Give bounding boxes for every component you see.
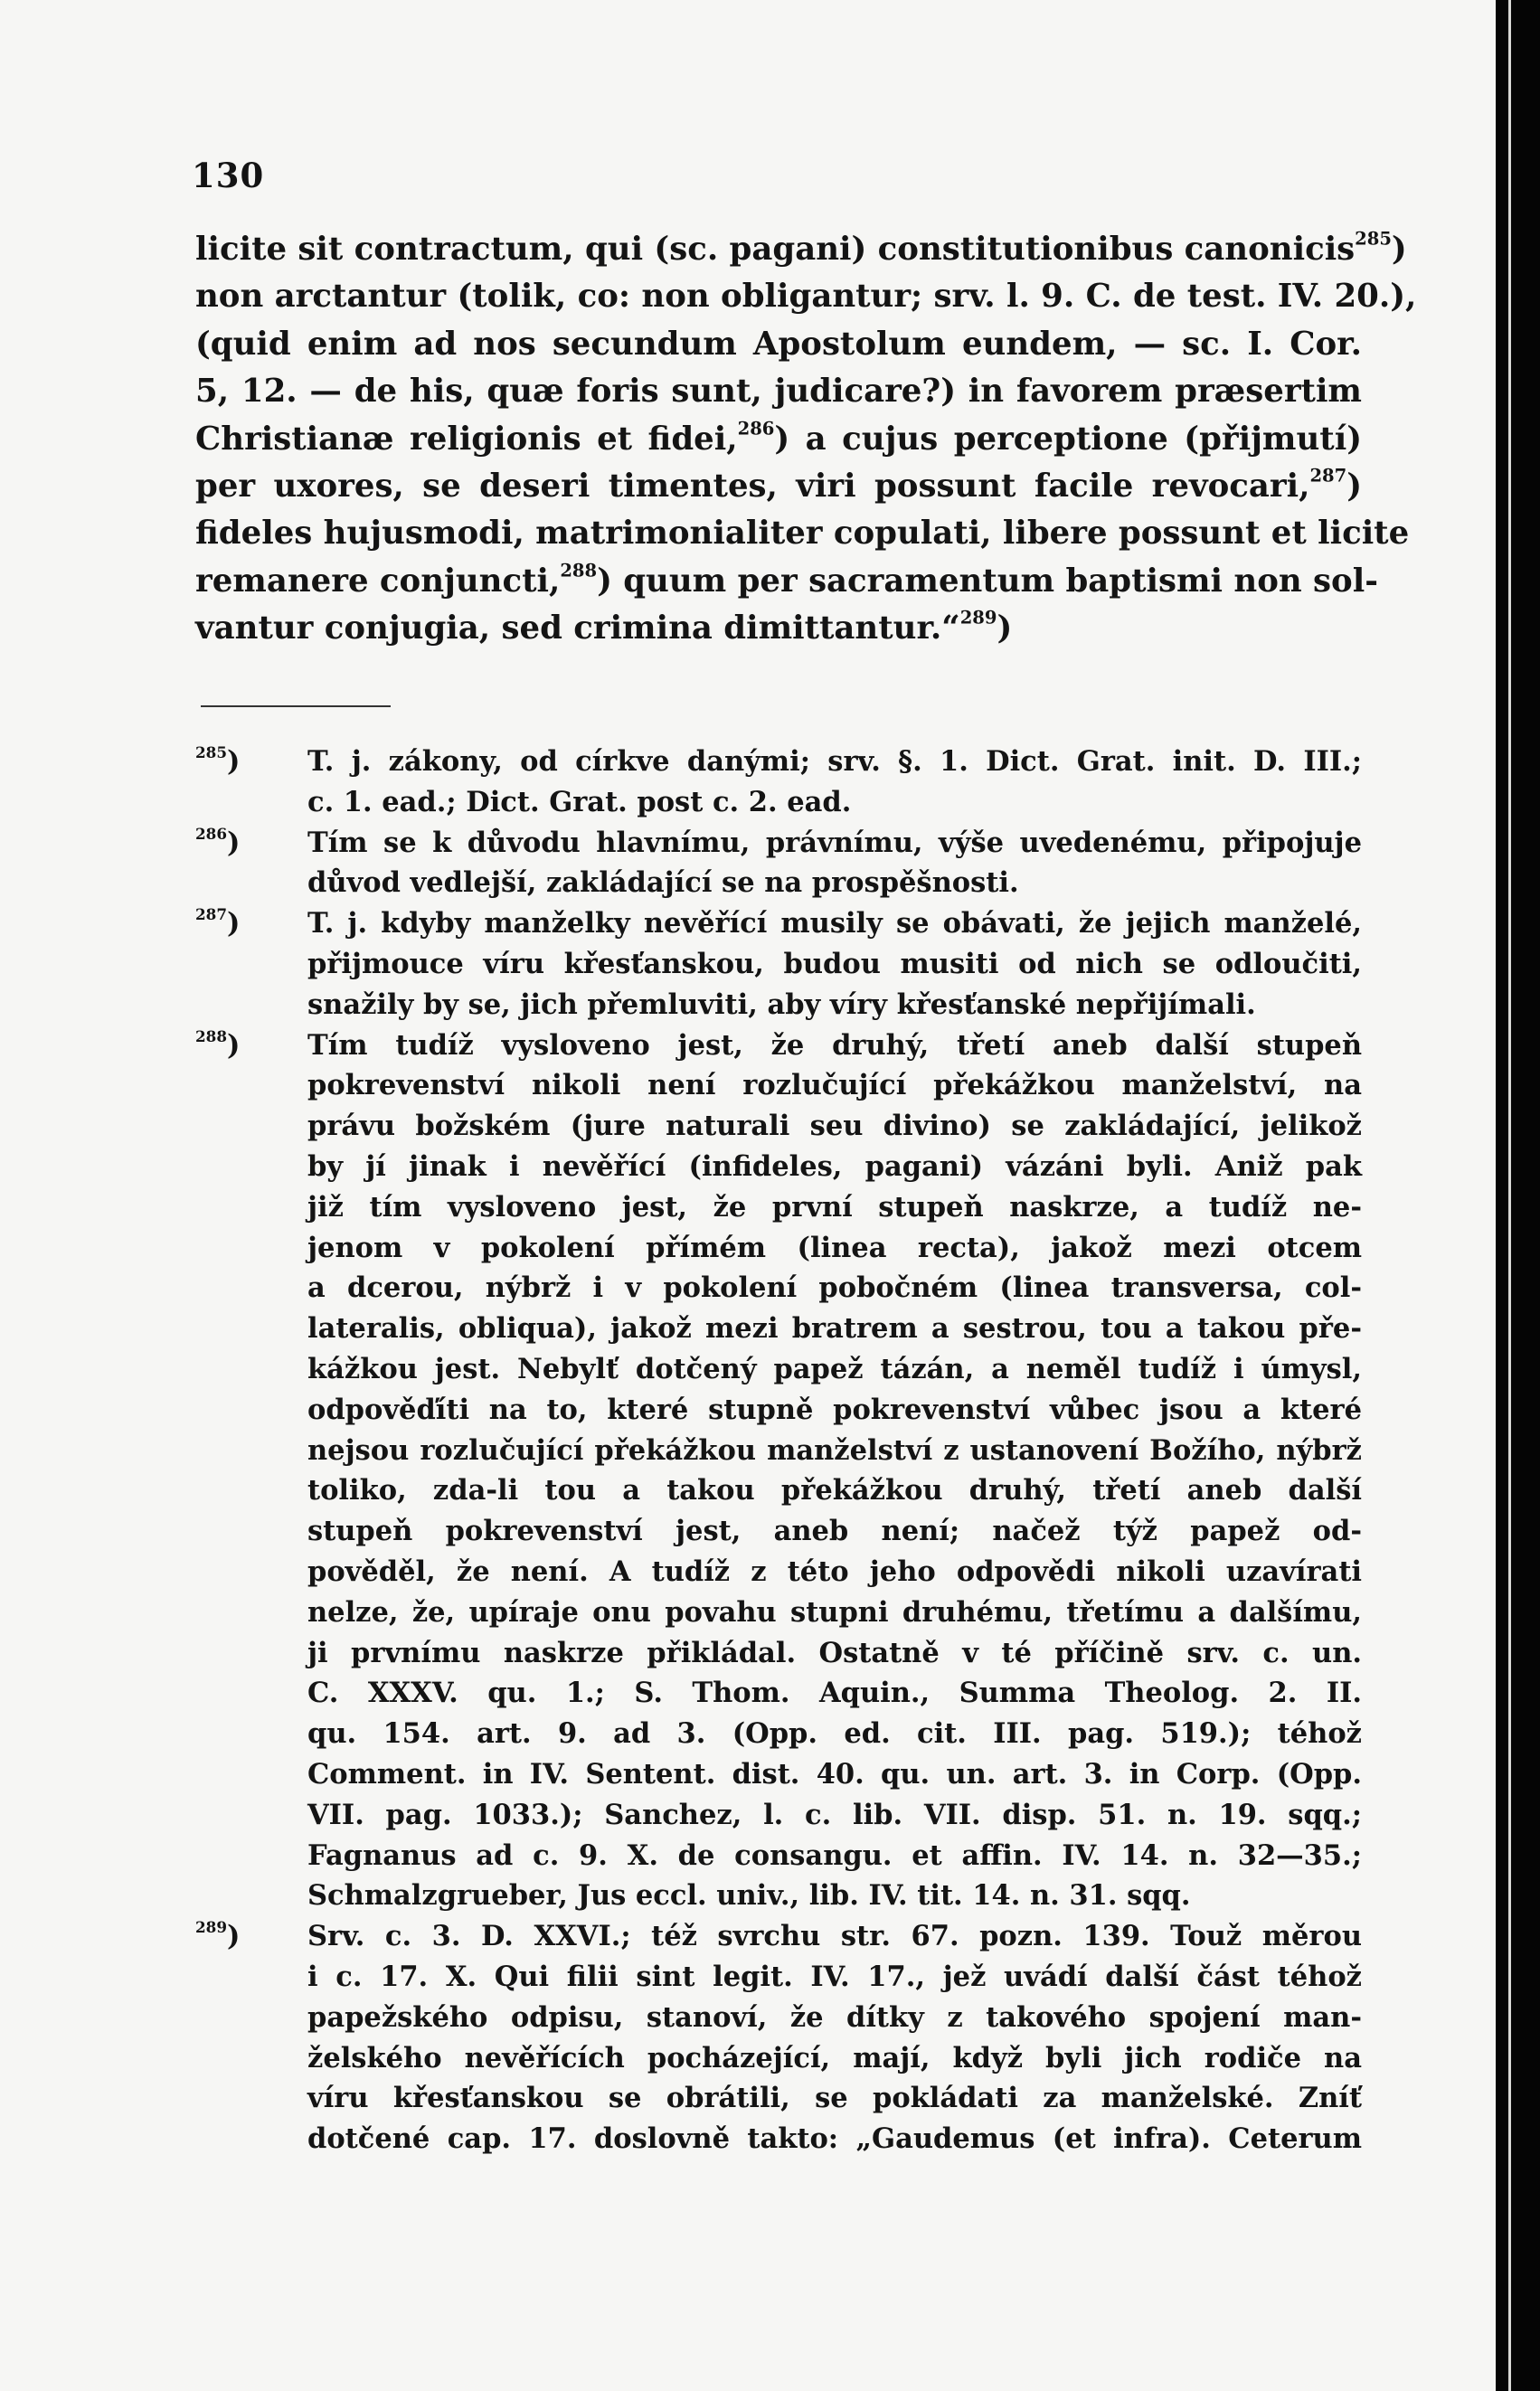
footnote-separator <box>201 705 391 707</box>
footnote <box>195 1025 1362 1917</box>
footnote-ref: 289 <box>959 607 997 628</box>
page-number: 130 <box>192 156 265 195</box>
footnote-line: dotčené cap. 17. doslovně takto: „Gaudemus (et infra). Ceterum <box>307 2122 1362 2156</box>
scan-border-line <box>1508 0 1511 2391</box>
footnote-line: i c. 17. X. Qui filii sint legit. IV. 17., jež uvádí další část téhož <box>307 1960 1362 1993</box>
footnote-line: jenom v pokolení přímém (linea recta), jakož mezi otcem <box>307 1231 1362 1264</box>
main-line: per uxores, se deseri timentes, viri possunt facile revocari,$^{287}$) <box>195 465 1362 505</box>
footnote-line: toliko, zda-li tou a takou překážkou druhý, třetí aneb další <box>307 1474 1362 1507</box>
footnote-line: T. j. kdyby manželky nevěřící musily se obávati, že jejich manželé, <box>307 907 1362 940</box>
footnote <box>195 903 1362 1025</box>
footnote-line: C. XXXV. qu. 1.; S. Thom. Aquin., Summa Theolog. 2. II. <box>307 1677 1362 1710</box>
footnote-line: Fagnanus ad c. 9. X. de consangu. et affin. IV. 14. n. 32—35.; <box>307 1838 1362 1872</box>
footnote-number: $^{288}$) <box>195 1026 241 1062</box>
footnote-line: Srv. c. 3. D. XXVI.; též svrchu str. 67. pozn. 139. Touž měrou <box>307 1920 1362 1953</box>
footnote-line: pověděl, že není. A tudíž z této jeho odpovědi nikoli uzavírati <box>307 1555 1362 1588</box>
footnote-line: Tím tudíž vysloveno jest, že druhý, třetí aneb další stupeň <box>307 1028 1362 1062</box>
footnote-line: přijmouce víru křesťanskou, budou musiti od nich se odloučiti, <box>307 947 1362 980</box>
main-line: 5, 12. — de his, quæ foris sunt, judicare?) in favorem præsertim <box>195 373 1362 411</box>
footnote-line: nelze, že, upíraje onu povahu stupni druhému, třetímu a dalšímu, <box>307 1595 1362 1629</box>
footnote-line: a dcerou, nýbrž i v pokolení pobočném (linea transversa, col- <box>307 1271 1362 1305</box>
main-line: fideles hujusmodi, matrimonialiter copulati, libere possunt et licite <box>195 515 1410 553</box>
footnote-ref: 288 <box>560 560 598 581</box>
footnote-line: VII. pag. 1033.); Sanchez, l. c. lib. VII. disp. 51. n. 19. sqq.; <box>307 1798 1362 1831</box>
footnote-line: lateralis, obliqua), jakož mezi bratrem a sestrou, tou a takou pře- <box>307 1312 1362 1346</box>
main-line: non arctantur (tolik, co: non obligantur; srv. l. 9. C. de test. IV. 20.), <box>195 278 1417 316</box>
main-line: (quid enim ad nos secundum Apostolum eundem, — sc. I. Cor. <box>195 325 1362 363</box>
footnote-line: snažily by se, jich přemluviti, aby víry křesťanské nepřijímali. <box>307 988 1256 1021</box>
footnote-line: Comment. in IV. Sentent. dist. 40. qu. un. art. 3. in Corp. (Opp. <box>307 1757 1362 1791</box>
footnotes-block <box>195 742 1362 2159</box>
footnote-line: již tím vysloveno jest, že první stupeň naskrze, a tudíž ne- <box>307 1190 1362 1224</box>
footnote <box>195 742 1362 823</box>
footnote-line: právu božském (jure naturali seu divino) se zakládající, jelikož <box>307 1110 1362 1143</box>
footnote-number: $^{285}$) <box>195 742 241 778</box>
footnote-line: ji prvnímu naskrze přikládal. Ostatně v té příčině srv. c. un. <box>307 1636 1362 1669</box>
main-line: licite sit contractum, qui (sc. pagani) constitutionibus canonicis$^{285}$) <box>195 228 1407 268</box>
main-line: remanere conjuncti,$^{288}$) quum per sacramentum baptismi non sol- <box>195 560 1378 600</box>
footnote-line: stupeň pokrevenství jest, aneb není; načež týž papež od- <box>307 1515 1362 1548</box>
footnote-line: T. j. zákony, od církve danými; srv. §. 1. Dict. Grat. init. D. III.; <box>307 745 1362 778</box>
footnote-line: důvod vedlejší, zakládající se na prospěšnosti. <box>307 866 1019 900</box>
footnote-number: $^{289}$) <box>195 1917 241 1953</box>
footnote-ref: 286 <box>737 417 775 439</box>
footnote-line: kážkou jest. Nebylť dotčený papež tázán, a neměl tudíž i úmysl, <box>307 1352 1362 1385</box>
footnote-line: Schmalzgrueber, Jus eccl. univ., lib. IV. tit. 14. n. 31. sqq. <box>307 1879 1191 1913</box>
footnote-line: qu. 154. art. 9. ad 3. (Opp. ed. cit. III. pag. 519.); téhož <box>307 1717 1362 1751</box>
footnote-line: nejsou rozlučující překážkou manželství z ustanovení Božího, nýbrž <box>307 1433 1362 1467</box>
footnote-ref: 287 <box>1309 465 1347 487</box>
main-line: vantur conjugia, sed crimina dimittantur.“$^{289}$) <box>195 607 1013 647</box>
footnote-line: papežského odpisu, stanoví, že dítky z takového spojení man- <box>307 2000 1362 2034</box>
footnote-line: víru křesťanskou se obrátili, se pokládati za manželské. Zníť <box>307 2082 1362 2115</box>
footnote-line: pokrevenství nikoli není rozlučující překážkou manželství, na <box>307 1069 1362 1102</box>
main-line: Christianæ religionis et fidei,$^{286}$) a cujus perceptione (přijmutí) <box>195 417 1362 458</box>
footnote <box>195 1916 1362 2159</box>
footnote-line: želského nevěřících pocházející, mají, když byli jich rodiče na <box>307 2041 1362 2074</box>
main-text-block <box>195 226 1417 653</box>
footnote <box>195 823 1362 904</box>
footnote-line: by jí jinak i nevěřící (infideles, pagani) vázáni byli. Aniž pak <box>307 1149 1362 1183</box>
footnote-line: odpověďíti na to, které stupně pokrevenství vůbec jsou a které <box>307 1393 1362 1426</box>
scan-border <box>1496 0 1540 2391</box>
footnote-number: $^{286}$) <box>195 824 241 859</box>
footnote-number: $^{287}$) <box>195 904 241 940</box>
footnote-line: c. 1. ead.; Dict. Grat. post c. 2. ead. <box>307 785 852 818</box>
footnote-ref: 285 <box>1355 228 1392 250</box>
footnote-line: Tím se k důvodu hlavnímu, právnímu, výše uvedenému, připojuje <box>307 826 1362 859</box>
